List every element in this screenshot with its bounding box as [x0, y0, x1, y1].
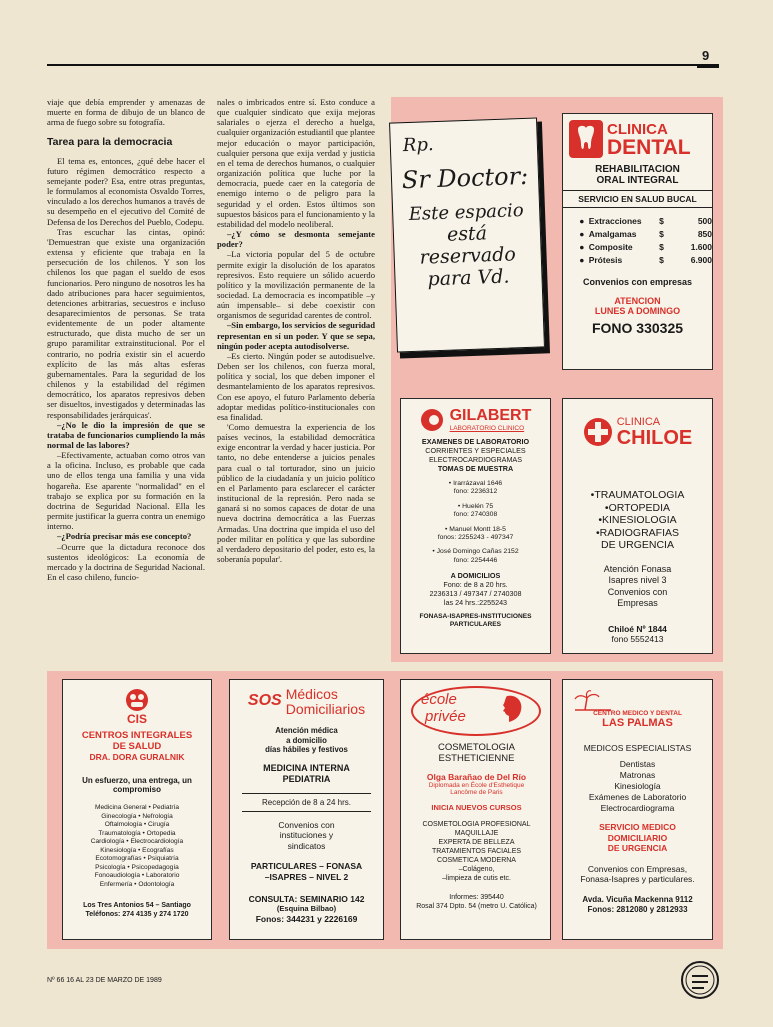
ad-sos-medicos: [229, 679, 384, 940]
ad-las-palmas: [562, 679, 713, 940]
interview-question: –Sin embargo, los servicios de seguridad representan en sí un poder. Y que se sepa, ningún poder acepta autodisolverse.: [217, 320, 376, 351]
branch-fono: fono: 2254446: [453, 556, 498, 564]
cis-specialty: Psicología • Psicopedagogía: [95, 863, 179, 871]
chiloe-service: •RADIOGRAFIAS: [595, 526, 680, 539]
rp-line: Este espacio: [408, 200, 524, 226]
rp-label: Rp.: [402, 134, 434, 157]
sos-line: Fonos: 344231 y 2226169: [255, 914, 358, 924]
cis-specialty: Ecotomografías • Psiquiatría: [95, 855, 179, 862]
sos-line: días hábiles y festivos: [265, 745, 348, 754]
sos-title: Médicos: [285, 686, 338, 702]
sos-line: (Esquina Bilbao): [276, 904, 337, 913]
dental-fono: FONO 330325: [591, 320, 684, 336]
interview-question: –¿Podría precisar más ese concepto?: [57, 531, 192, 542]
palmas-specialty: Matronas: [619, 770, 656, 780]
chiloe-atencion: Atención Fonasa: [603, 563, 672, 574]
cis-specialty: Medicina General • Pediatría: [94, 804, 180, 811]
ad-gilabert: [400, 398, 551, 654]
branch-street: • Huelén 75: [457, 502, 494, 510]
interview-question: –¿No le dio la impresión de que se trataba de funcionarios cumpliendo la más normal de las labores?: [47, 419, 205, 450]
price-row: ● Extracciones $ 500: [579, 216, 712, 226]
header-rule: [47, 64, 719, 66]
dental-service: SERVICIO EN SALUD BUCAL: [563, 190, 712, 208]
sos-line: Atención médica: [275, 726, 338, 735]
price-row: ● Composite $ 1.600: [579, 242, 712, 252]
sos-line: a domicilio: [286, 735, 327, 745]
sos-logo: SOS: [247, 692, 282, 709]
gilabert-line: EXAMENES DE LABORATORIO: [421, 437, 530, 446]
issue-footer: Nº 66 16 AL 23 DE MARZO DE 1989: [47, 977, 162, 984]
chiloe-address: Chiloé Nº 1844: [608, 623, 667, 634]
page-number: 9: [702, 48, 710, 63]
sos-title: Domiciliarios: [285, 701, 366, 717]
branch-street: • Manuel Montt 18-5: [445, 525, 506, 533]
branch-street: • José Domingo Cañas 2152: [432, 548, 519, 556]
ad-cis: [62, 679, 212, 940]
sos-line: sindicatos: [287, 840, 326, 851]
chiloe-fono: fono 5552413: [611, 634, 664, 644]
dental-atencion: ATENCION: [614, 296, 661, 306]
article-text: –La victoria popular del 5 de octubre permite exigir la disolución de los aparatos represivos. Esto requiere un sólido acuerdo político y la movilización permanente de la sociedad. La democracia es incompatible –y aún impensable– si debe coexistir con organismos de seguridad carentes de control.: [217, 249, 375, 321]
chiloe-atencion: Empresas: [617, 598, 658, 608]
article-text: 'Como demuestra la experiencia de los países vecinos, la estabilidad democrática exige encontrar la verdad y hacer justicia. Por tanto, no debe entenderse a juicios penales para cual o tal torturador, sino un juicio público de la ciudadanía y un juicio político en el Parlamento para esclarecer el carácter institucional de la represión. Pero nada se ganará si no somos capaces de dotar de una nueva doctrina democrática a las Fuerzas Armadas. Una doctrina que impida el uso del poder militar en política y que las subordine al verdadero depositario del poder, esto es, la soberanía popular'.: [217, 422, 375, 565]
ecole-course: –limpieza de cutis etc.: [442, 875, 511, 882]
palmas-heading: MEDICOS ESPECIALISTAS: [583, 743, 692, 753]
palmas-specialty: Exámenes de Laboratorio: [588, 792, 687, 802]
sos-line: PEDIATRIA: [282, 773, 331, 784]
dental-atencion: LUNES A DOMINGO: [594, 306, 681, 316]
section-heading: Tarea para la democracia: [47, 136, 173, 149]
branch-fono: fono: 2236312: [453, 488, 498, 496]
cis-tagline: Un esfuerzo, una entrega, un: [82, 776, 192, 785]
rp-line: Sr Doctor:: [401, 161, 529, 195]
ecole-diploma: Diplomada en École d'Esthetique: [428, 782, 525, 789]
sos-line: Recepción de 8 a 24 hrs.: [242, 793, 371, 812]
sos-line: instituciones y: [279, 830, 334, 840]
cis-specialty: Oftalmología • Cirugía: [104, 821, 170, 828]
article-text: –Efectivamente, actuaban como otros van a la oficina. Incluso, es probable que cada uno de ellos tenga una familia y una vida hogareña. Ese aparente "normalidad" en el trabajo se explica por su formación en la doctrina de Seguridad Nacional. Ella les permite justificar la guerra contra un enemigo interno.: [47, 450, 205, 532]
chiloe-title-2: CHILOE: [616, 427, 693, 449]
gilabert-name: GILABERT: [449, 407, 532, 424]
gilabert-line: CORRIENTES Y ESPECIALES: [425, 446, 526, 455]
gilabert-domicilio: las 24 hrs.:2255243: [443, 598, 508, 608]
branch-street: • Irarrázaval 1646: [448, 480, 503, 487]
palmas-servicio: DOMICILIARIO: [607, 832, 668, 843]
gilabert-logo-icon: [420, 408, 444, 432]
ecole-line: COSMETOLOGIA: [438, 742, 515, 753]
chiloe-atencion: Isapres nivel 3: [608, 575, 667, 585]
rp-line: para Vd.: [427, 265, 510, 291]
cis-address: Los Tres Antonios 54 – Santiago: [83, 902, 191, 909]
gilabert-sub: LABORATORIO CLINICO: [449, 425, 525, 432]
chiloe-atencion: Convenios con: [607, 586, 668, 597]
ad-rp-note-paper: [389, 117, 545, 352]
ecole-address: Rosal 374 Dpto. 54 (metro U. Católica): [416, 903, 537, 910]
ecole-line: ESTHETICIENNE: [438, 753, 515, 764]
palmas-specialty: Dentistas: [619, 759, 656, 769]
gilabert-domicilio: A DOMICILIOS: [450, 571, 501, 581]
sos-line: CONSULTA: SEMINARIO 142: [248, 894, 365, 904]
palmas-servicio: DE URGENCIA: [607, 843, 668, 853]
price-row: ● Amalgamas $ 850: [579, 229, 712, 239]
dental-title-2: DENTAL: [607, 135, 691, 159]
palmas-name: LAS PALMAS: [602, 717, 673, 729]
ecole-logo-text: privée: [425, 708, 466, 725]
ecole-course: –Colágeno,: [458, 866, 495, 873]
sos-line: MEDICINA INTERNA: [263, 762, 350, 773]
ecole-course: EXPERTA DE BELLEZA: [438, 839, 515, 846]
cis-specialty: Traumatología • Ortopedia: [98, 829, 176, 837]
ecole-owner: Olga Barañao de Del Río: [426, 772, 527, 782]
ecole-course: COSMETICA MODERNA: [437, 857, 516, 864]
ad-ecole-privee: [400, 679, 551, 940]
gilabert-domicilio: 2236313 / 497347 / 2740308: [429, 589, 522, 599]
cis-doctor: DRA. DORA GURALNIK: [89, 752, 185, 762]
article-text: viaje que debía emprender y amenazas de muerte en forma de dibujo de un blanco de arma de fuego sobre su fotografía.: [47, 97, 205, 128]
gilabert-line: TOMAS DE MUESTRA: [437, 464, 514, 473]
gilabert-line: ELECTROCARDIOGRAMAS: [428, 455, 523, 464]
ecole-logo-text: école: [421, 691, 457, 708]
cis-specialty: Fonoaudiología • Laboratorio: [94, 872, 180, 879]
cis-phones: Teléfonos: 274 4135 y 274 1720: [85, 911, 189, 918]
cis-specialty: Cardiología • Electrocardiología: [90, 838, 184, 845]
palmas-convenios: Convenios con Empresas,: [587, 863, 688, 874]
price-row: ● Prótesis $ 6.900: [579, 255, 712, 265]
cis-logo-icon: [123, 688, 151, 712]
ad-clinica-chiloe: [562, 398, 713, 654]
article-text: El tema es, entonces, ¿qué debe hacer el futuro régimen democrático respecto a semejante poder? Esa, entre otras preguntas, le formulamos al economista Osvaldo Torres, vinculado a los derechos humanos a través de su desempeño en el ejecutivo del Comité de Defensa de los Derechos del Pueblo, Codepu.: [47, 155, 205, 227]
dental-sub: REHABILITACION: [595, 164, 680, 175]
woman-profile-icon: [499, 694, 525, 724]
article-column-2: [217, 97, 375, 564]
sos-line: –ISAPRES – NIVEL 2: [264, 871, 349, 882]
cis-specialty: Ginecología • Nefrología: [101, 812, 173, 820]
palmas-sub: CENTRO MEDICO Y DENTAL: [593, 710, 682, 717]
gilabert-footer: FONASA-ISAPRES-INSTITUCIONES: [419, 613, 532, 621]
article-text: –Es cierto. Ningún poder se autodisuelve. Deben ser los chilenos, con fuerza moral, política y social, los que deben imponer el desmantelamiento de los aparatos represivos. Con ese apoyo, el futuro Parlamento debería adoptar medidas político-institucionales con esa finalidad.: [217, 350, 375, 422]
sos-line: PARTICULARES – FONASA: [250, 861, 363, 871]
sos-line: Convenios con: [278, 819, 335, 830]
palmas-fonos: Fonos: 2812080 y 2812933: [587, 904, 688, 914]
dental-sub: ORAL INTEGRAL: [596, 175, 679, 186]
ad-clinica-dental: [562, 113, 713, 370]
cis-title: DE SALUD: [112, 741, 162, 752]
dental-title-1: CLINICA: [607, 120, 668, 138]
ecole-course: MAQUILLAJE: [454, 830, 499, 837]
rp-line: está: [446, 222, 488, 246]
palmas-specialty: Kinesiología: [614, 781, 661, 791]
ecole-course: COSMETOLOGIA PROFESIONAL: [422, 821, 531, 828]
branch-fono: fonos: 2255243 - 497347: [437, 534, 514, 542]
article-column-1: [47, 97, 205, 582]
palmas-convenios: Fonasa-Isapres y particulares.: [580, 874, 695, 884]
dental-convenios: Convenios con empresas: [582, 277, 693, 287]
cis-logo: CIS: [126, 712, 147, 726]
medical-cross-icon: [583, 415, 613, 449]
cis-title: CENTROS INTEGRALES: [81, 730, 193, 741]
ecole-informes: Informes: 395440: [449, 894, 504, 901]
interview-question: –¿Y cómo se desmonta semejante poder?: [217, 229, 375, 250]
gilabert-footer: PARTICULARES: [449, 621, 502, 629]
cis-tagline: compromiso: [112, 785, 161, 794]
magazine-logo: [680, 960, 720, 1000]
rp-line: reservado: [419, 243, 517, 269]
chiloe-service: •ORTOPEDIA: [604, 501, 671, 514]
cis-specialty: Kinesiología • Ecografías: [100, 846, 174, 854]
cis-specialty: Enfermería • Odontología: [99, 880, 175, 888]
palmas-address: Avda. Vicuña Mackenna 9112: [582, 894, 693, 904]
palmas-servicio: SERVICIO MEDICO: [599, 822, 676, 832]
ecole-diploma: Lancôme de Paris: [450, 789, 503, 796]
header-rule-thick: [697, 64, 719, 68]
tooth-icon: [569, 120, 603, 158]
chiloe-title-1: CLINICA: [616, 416, 661, 428]
chiloe-service: DE URGENCIA: [601, 539, 674, 551]
article-text: Tras escuchar las cintas, opinó: 'Demuestran que existe una organización extensa y eficiente que trabaja en la persecución de los chilenos. Y son los chilenos los que pagan el sueldo de esos funcionarios. Pero ninguno de nosotros les ha dado atribuciones para hacer seguimientos, detenciones arbitrarias, secuestros e incluso desaparecimientos de personas. Se trata evidentemente de un poder altamente estructurado, que dista mucho de ser un grupo paramilitar extrainstitucional. Por el contrario, no podría existir sin el acuerdo explícito de las más altas esferas gubernamentales. Para la seguridad de los chilenos y la estabilidad del régimen democrático, los aparatos represivos deben ser disueltos, investigados y determinadas las responsabilidades jerárquicas'.: [47, 226, 205, 420]
dental-price-list: [575, 216, 712, 265]
branch-fono: fono: 2740308: [453, 511, 498, 519]
chiloe-service: •TRAUMATOLOGIA: [590, 489, 685, 501]
palmas-specialty: Electrocardiograma: [600, 803, 675, 813]
gilabert-domicilio: Fono: de 8 a 20 hrs.: [443, 580, 508, 590]
palm-tree-icon: [573, 690, 613, 712]
ecole-course: TRATAMIENTOS FACIALES: [431, 848, 522, 855]
article-text: nales o imbricados entre sí. Esto conduce a que cualquier sindicato que exija mejoras salariales o ejerza el derecho a huelga, cualquier organización estudiantil que plantee mejor educación o mayor participación, cualquier persona que exija verdad y justicia en el tema de derechos humanos, o cualquier organización política que luche por la democracia, puede caer en la categoría de enemigo interno o de peligro para la seguridad y el orden. Estos últimos son supuestos básicos para el funcionamiento y la estabilidad del modelo neoliberal.: [217, 97, 375, 229]
chiloe-service: •KINESIOLOGIA: [598, 514, 677, 526]
article-text: –Ocurre que la dictadura reconoce dos sustentos ideológicos: La economía de mercado y la doctrina de Seguridad Nacional. En el caso chileno, funcio-: [47, 541, 205, 583]
ecole-cursos: INICIA NUEVOS CURSOS: [431, 803, 522, 812]
